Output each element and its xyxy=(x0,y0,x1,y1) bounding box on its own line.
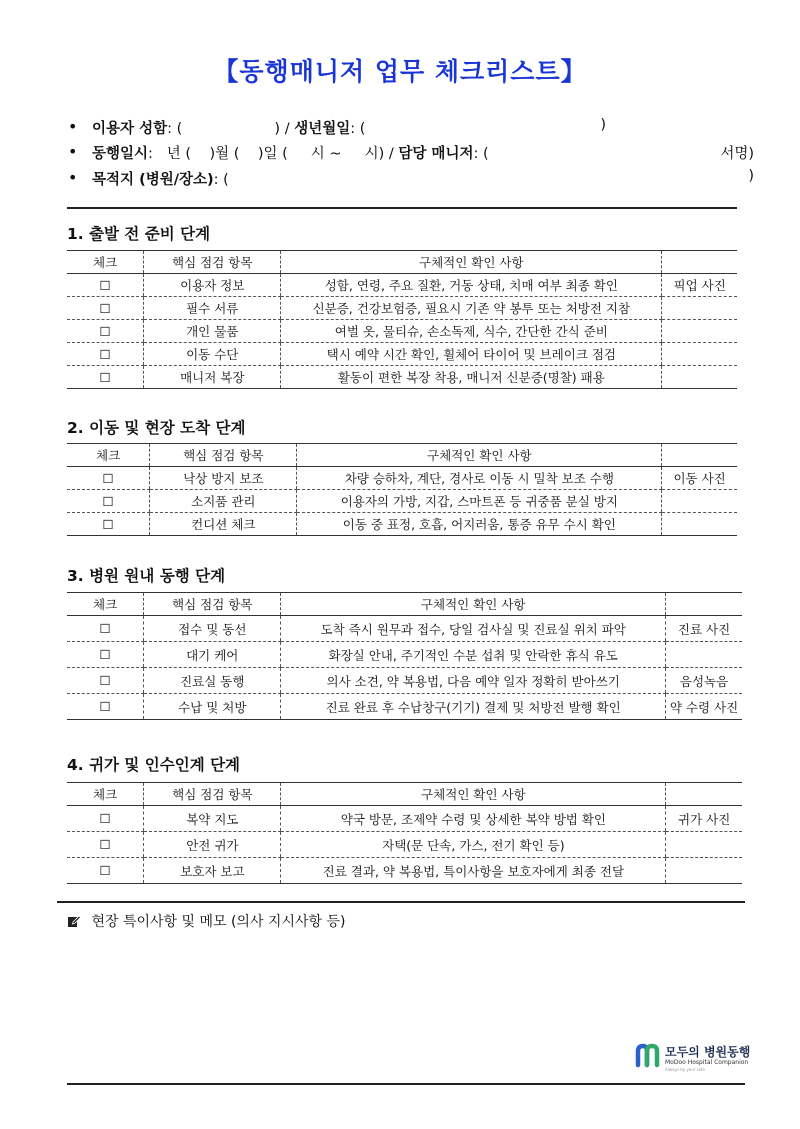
destination-label: 목적지 (병원/장소) xyxy=(92,172,214,188)
col-detail: 구체적인 확인 사항 xyxy=(281,593,666,616)
bullet: • xyxy=(68,168,78,187)
table-row xyxy=(67,668,742,694)
checkbox[interactable]: ☐ xyxy=(102,470,114,486)
detail-cell: 신분증, 건강보험증, 필요시 기존 약 봉투 또는 처방전 지참 xyxy=(281,297,662,320)
checklist-table-1 xyxy=(67,250,737,389)
detail-cell: 이동 중 표정, 호흡, 어지러움, 통증 유무 수시 확인 xyxy=(297,513,662,536)
table-row xyxy=(67,467,737,490)
item-cell: 이동 수단 xyxy=(144,343,281,366)
memo-label: 현장 특이사항 및 메모 (의사 지시사항 등) xyxy=(91,914,346,930)
patient-name-label: 이용자 성함 xyxy=(92,121,168,137)
logo-subtitle: MoDoo Hospital Companion xyxy=(665,1059,749,1066)
accompany-date-label: 동행일시 xyxy=(92,146,149,162)
extra-cell xyxy=(662,490,737,513)
col-check: 체크 xyxy=(67,593,144,616)
checkbox[interactable]: ☐ xyxy=(99,811,111,826)
patient-name-field[interactable]: : ( ) / xyxy=(167,121,295,137)
table-row xyxy=(67,694,742,720)
item-cell: 진료실 동행 xyxy=(144,668,281,694)
table-row xyxy=(67,343,737,366)
col-extra xyxy=(662,444,737,467)
table-row xyxy=(67,274,737,297)
checkbox[interactable]: ☐ xyxy=(102,493,114,509)
table-row xyxy=(67,297,737,320)
checkbox[interactable]: ☐ xyxy=(99,346,111,362)
extra-cell xyxy=(662,297,737,320)
table-row xyxy=(67,806,742,832)
extra-cell xyxy=(666,832,742,858)
brand-logo xyxy=(635,1043,755,1073)
item-cell: 안전 귀가 xyxy=(144,832,281,858)
extra-cell: 음성녹음 xyxy=(666,668,742,694)
item-cell: 수납 및 처방 xyxy=(144,694,281,720)
checklist-table-4 xyxy=(67,782,742,884)
section-title: 1. 출발 전 준비 단계 xyxy=(67,225,211,243)
birthdate-field[interactable]: : ( xyxy=(350,121,366,137)
extra-cell xyxy=(662,513,737,536)
detail-cell: 이용자의 가방, 지갑, 스마트폰 등 귀중품 분실 방지 xyxy=(297,490,662,513)
col-item: 핵심 점검 항목 xyxy=(144,783,281,806)
checkbox[interactable]: ☐ xyxy=(99,673,111,688)
section-title: 2. 이동 및 현장 도착 단계 xyxy=(67,419,246,437)
col-extra xyxy=(666,783,742,806)
bullet: • xyxy=(68,117,78,136)
col-extra xyxy=(662,251,737,274)
table-row xyxy=(67,616,742,642)
table-row xyxy=(67,513,737,536)
detail-cell: 의사 소견, 약 복용법, 다음 예약 일자 정확히 받아쓰기 xyxy=(281,668,666,694)
extra-cell xyxy=(666,642,742,668)
birthdate-label: 생년월일 xyxy=(294,121,351,137)
detail-cell: 여벌 옷, 물티슈, 손소독제, 식수, 간단한 간식 준비 xyxy=(281,320,662,343)
destination-close: ) xyxy=(748,168,754,184)
detail-cell: 진료 결과, 약 복용법, 특이사항을 보호자에게 최종 전달 xyxy=(281,858,666,884)
col-item: 핵심 점검 항목 xyxy=(150,444,297,467)
bullet: • xyxy=(68,142,78,161)
detail-cell: 자택(문 단속, 가스, 전기 확인 등) xyxy=(281,832,666,858)
section-title: 4. 귀가 및 인수인계 단계 xyxy=(67,756,241,774)
table-row xyxy=(67,642,742,668)
memo-pencil-icon xyxy=(67,914,81,928)
table-row xyxy=(67,858,742,884)
checklist-table-2 xyxy=(67,443,737,536)
section-title: 3. 병원 원내 동행 단계 xyxy=(67,567,226,585)
table-row xyxy=(67,490,737,513)
item-cell: 낙상 방지 보조 xyxy=(150,467,297,490)
logo-name: 모두의 병원동행 xyxy=(665,1045,751,1059)
col-detail: 구체적인 확인 사항 xyxy=(281,251,662,274)
logo-tagline: Always by your side xyxy=(665,1067,705,1072)
document-title: 【동행매니저 업무 체크리스트】 xyxy=(213,57,587,86)
item-cell: 대기 케어 xyxy=(144,642,281,668)
checklist-table-3 xyxy=(67,592,742,720)
item-cell: 소지품 관리 xyxy=(150,490,297,513)
item-cell: 보호자 보고 xyxy=(144,858,281,884)
item-cell: 접수 및 동선 xyxy=(144,616,281,642)
accompany-date-field[interactable]: : 년 ( )월 ( )일 ( 시 ~ 시) / xyxy=(148,146,399,162)
col-detail: 구체적인 확인 사항 xyxy=(281,783,666,806)
col-item: 핵심 점검 항목 xyxy=(144,593,281,616)
extra-cell: 진료 사진 xyxy=(666,616,742,642)
detail-cell: 차량 승하차, 계단, 경사로 이동 시 밀착 보조 수행 xyxy=(297,467,662,490)
divider xyxy=(57,901,745,903)
signature-close: 서명) xyxy=(720,146,754,162)
checkbox[interactable]: ☐ xyxy=(99,300,111,316)
col-extra xyxy=(666,593,742,616)
extra-cell: 약 수령 사진 xyxy=(666,694,742,720)
extra-cell xyxy=(662,320,737,343)
checkbox[interactable]: ☐ xyxy=(99,647,111,662)
detail-cell: 성함, 연령, 주요 질환, 거동 상태, 치매 여부 최종 확인 xyxy=(281,274,662,297)
extra-cell xyxy=(662,366,737,389)
detail-cell: 활동이 편한 복장 착용, 매니저 신분증(명찰) 패용 xyxy=(281,366,662,389)
divider xyxy=(67,207,737,209)
footer-rule xyxy=(67,1083,745,1085)
checkbox[interactable]: ☐ xyxy=(99,277,111,293)
checkbox[interactable]: ☐ xyxy=(99,837,111,852)
checkbox[interactable]: ☐ xyxy=(102,516,114,532)
manager-label: 담당 매니저 xyxy=(398,146,474,162)
table-row xyxy=(67,320,737,343)
item-cell: 복약 지도 xyxy=(144,806,281,832)
checkbox[interactable]: ☐ xyxy=(99,621,111,636)
table-row xyxy=(67,366,737,389)
item-cell: 매니저 복장 xyxy=(144,366,281,389)
extra-cell: 귀가 사진 xyxy=(666,806,742,832)
destination-field[interactable]: : ( xyxy=(213,172,229,188)
checkbox[interactable]: ☐ xyxy=(99,699,111,714)
col-detail: 구체적인 확인 사항 xyxy=(297,444,662,467)
logo-mark-icon xyxy=(635,1043,661,1069)
detail-cell: 약국 방문, 조제약 수령 및 상세한 복약 방법 확인 xyxy=(281,806,666,832)
detail-cell: 택시 예약 시간 확인, 휠체어 타이어 및 브레이크 점검 xyxy=(281,343,662,366)
col-check: 체크 xyxy=(67,444,150,467)
birthdate-close: ) xyxy=(600,117,606,133)
detail-cell: 화장실 안내, 주기적인 수분 섭취 및 안락한 휴식 유도 xyxy=(281,642,666,668)
item-cell: 필수 서류 xyxy=(144,297,281,320)
extra-cell xyxy=(662,343,737,366)
col-check: 체크 xyxy=(67,783,144,806)
extra-cell: 픽업 사진 xyxy=(662,274,737,297)
memo-section xyxy=(67,911,345,931)
checkbox[interactable]: ☐ xyxy=(99,323,111,339)
checkbox[interactable]: ☐ xyxy=(99,369,111,385)
item-cell: 개인 물품 xyxy=(144,320,281,343)
col-item: 핵심 점검 항목 xyxy=(144,251,281,274)
manager-field[interactable]: : ( xyxy=(473,146,489,162)
checkbox[interactable]: ☐ xyxy=(99,863,111,878)
table-row xyxy=(67,832,742,858)
detail-cell: 도착 즉시 원무과 접수, 당일 검사실 및 진료실 위치 파악 xyxy=(281,616,666,642)
detail-cell: 진료 완료 후 수납창구(기기) 결제 및 처방전 발행 확인 xyxy=(281,694,666,720)
col-check: 체크 xyxy=(67,251,144,274)
item-cell: 이용자 정보 xyxy=(144,274,281,297)
extra-cell xyxy=(666,858,742,884)
item-cell: 컨디션 체크 xyxy=(150,513,297,536)
extra-cell: 이동 사진 xyxy=(662,467,737,490)
